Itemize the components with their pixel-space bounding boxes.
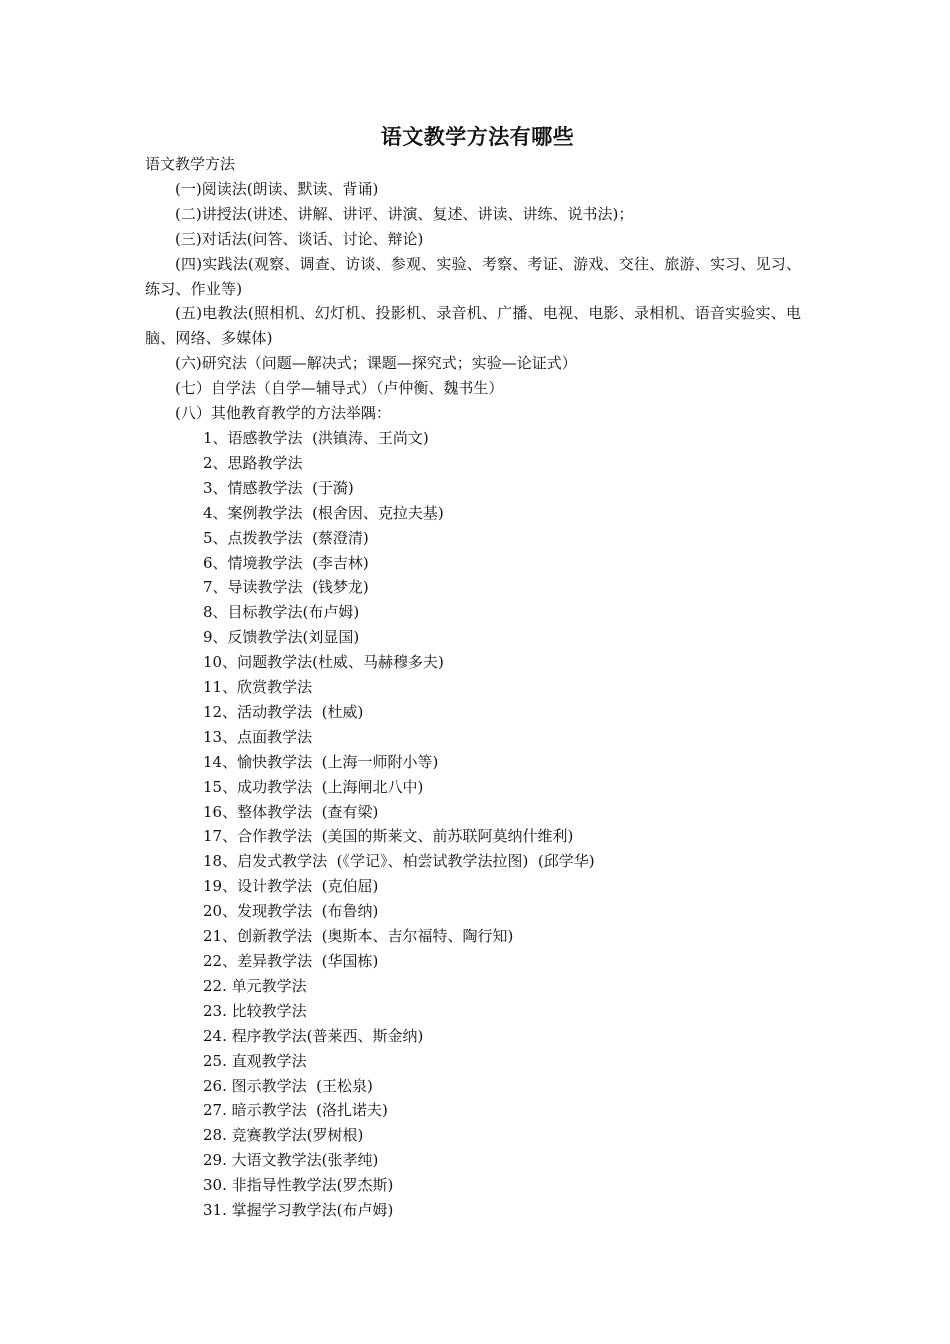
list-item: 7、导读教学法 (钱梦龙) <box>203 578 369 597</box>
list-item: 20、发现教学法 (布鲁纳) <box>203 902 379 921</box>
section-6: (六)研究法（问题—解决式；课题—探究式；实验—论证式） <box>175 354 577 373</box>
list-item: 19、设计教学法 (克伯屈) <box>203 877 379 896</box>
section-5: (五)电教法(照相机、幻灯机、投影机、录音机、广播、电视、电影、录相机、语音实验实、电脑、网络、多媒体) <box>145 304 802 348</box>
list-item: 10、问题教学法(杜威、马赫穆多夫) <box>203 653 444 672</box>
document-page <box>145 122 810 1223</box>
list-item: 25. 直观教学法 <box>203 1051 307 1070</box>
list-item: 31. 掌握学习教学法(布卢姆) <box>203 1201 394 1220</box>
section-8: (八）其他教育教学的方法举隅： <box>175 404 391 423</box>
list-item: 14、愉快教学法 (上海一师附小等) <box>203 752 439 771</box>
list-item: 18、启发式教学法 (《学记》、柏尝试教学法拉图) (邱学华) <box>203 852 595 871</box>
list-item: 15、成功教学法 (上海闸北八中) <box>203 777 424 796</box>
list-item: 4、案例教学法 (根舍因、克拉夫基) <box>203 503 444 522</box>
list-item: 9、反馈教学法(刘显国) <box>203 628 360 647</box>
section-3: (三)对话法(问答、谈话、讨论、辩论) <box>175 229 424 248</box>
list-item: 1、语感教学法 (洪镇涛、王尚文) <box>203 428 429 447</box>
list-item: 11、欣赏教学法 <box>203 678 313 697</box>
section-2: (二)讲授法(讲述、讲解、讲评、讲演、复述、讲读、讲练、说书法)； <box>175 204 634 223</box>
list-item: 30. 非指导性教学法(罗杰斯) <box>203 1176 394 1195</box>
list-item: 21、创新教学法 (奥斯本、吉尔福特、陶行知) <box>203 927 514 946</box>
section-1: (一)阅读法(朗读、默读、背诵) <box>175 179 379 198</box>
list-item: 17、合作教学法 (美国的斯莱文、前苏联阿莫纳什维利) <box>203 827 574 846</box>
list-item: 28. 竞赛教学法(罗树根) <box>203 1126 364 1145</box>
list-item: 12、活动教学法 (杜威) <box>203 702 364 721</box>
list-item: 5、点拨教学法 (蔡澄清) <box>203 528 369 547</box>
document-title: 语文教学方法有哪些 <box>380 124 575 149</box>
list-item: 22、差异教学法 (华国栋) <box>203 952 379 970</box>
intro-heading: 语文教学方法 <box>145 155 236 173</box>
list-item: 23. 比较教学法 <box>203 1001 307 1020</box>
list-item: 27. 暗示教学法 (洛扎诺夫) <box>203 1101 388 1120</box>
list-item: 2、思路教学法 <box>203 453 303 472</box>
list-item: 8、目标教学法(布卢姆) <box>203 603 360 622</box>
list-item: 22. 单元教学法 <box>203 976 307 995</box>
list-item: 29. 大语文教学法(张孝纯) <box>203 1151 379 1170</box>
list-item: 16、整体教学法 (查有梁) <box>203 802 379 821</box>
list-item: 24. 程序教学法(普莱西、斯金纳) <box>203 1026 424 1045</box>
section-4: (四)实践法(观察、调查、访谈、参观、实验、考察、考证、游戏、交往、旅游、实习、见习、练习、作业等) <box>145 254 802 298</box>
list-item: 26. 图示教学法 (王松泉) <box>203 1076 373 1095</box>
method-list <box>145 426 810 1223</box>
section-7: (七）自学法（自学—辅导式）（卢仲衡、魏书生） <box>175 379 504 398</box>
list-item: 3、情感教学法 (于漪) <box>203 478 354 497</box>
list-item: 13、点面教学法 <box>203 727 313 746</box>
list-item: 6、情境教学法 (李吉林) <box>203 553 369 572</box>
